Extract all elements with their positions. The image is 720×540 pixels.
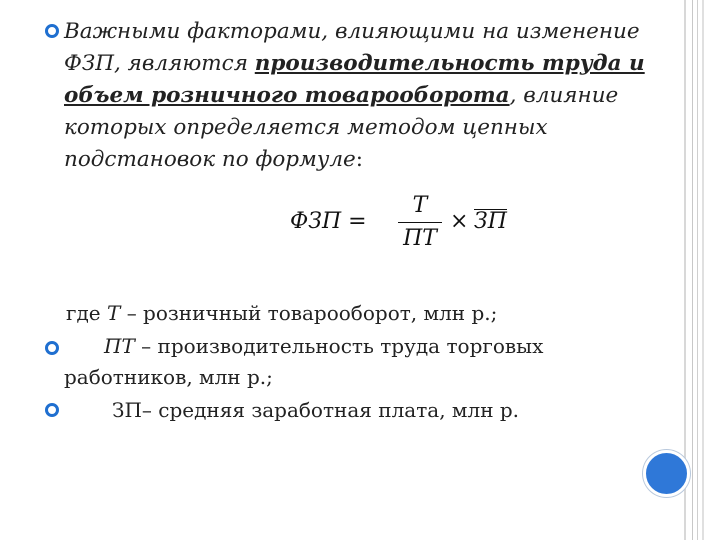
formula [290, 192, 550, 258]
formula-denominator: ПТ [403, 226, 437, 251]
definition-zp: ЗП– средняя заработная плата, млн р. [112, 398, 520, 422]
intro-text-end: , влияние которых определяется методом цепных подстановок по формуле [64, 83, 619, 172]
formula-factor: ЗП [474, 209, 507, 234]
definition-pt-symbol: ПТ [104, 334, 135, 358]
formula-lhs: ФЗП = [290, 209, 367, 234]
intro-text: Важными факторами, влияющими на изменение ФЗП, являются [64, 19, 640, 76]
definition-pt-continued: работников, млн р.; [64, 365, 273, 389]
bullet-icon [45, 24, 59, 38]
definition-t-symbol: Т [107, 301, 121, 325]
intro-emphasis: производительность труда и объем розничного товарооборота [64, 51, 645, 108]
bullet-icon [45, 341, 59, 355]
formula-fraction [398, 192, 442, 253]
definition-pt-text: – производительность труда торговых [134, 334, 544, 358]
intro-paragraph [64, 16, 664, 176]
definition-prefix: где [66, 301, 107, 325]
fraction-bar [398, 222, 442, 223]
definition-t-text: – розничный товарооборот, млн р.; [120, 301, 498, 325]
formula-times: × [450, 209, 469, 234]
intro-colon: : [355, 147, 364, 172]
decorative-circle [643, 450, 690, 497]
definition-t [66, 299, 497, 327]
bullet-icon [45, 403, 59, 417]
definition-pt [104, 332, 543, 360]
formula-numerator: Т [412, 193, 428, 218]
